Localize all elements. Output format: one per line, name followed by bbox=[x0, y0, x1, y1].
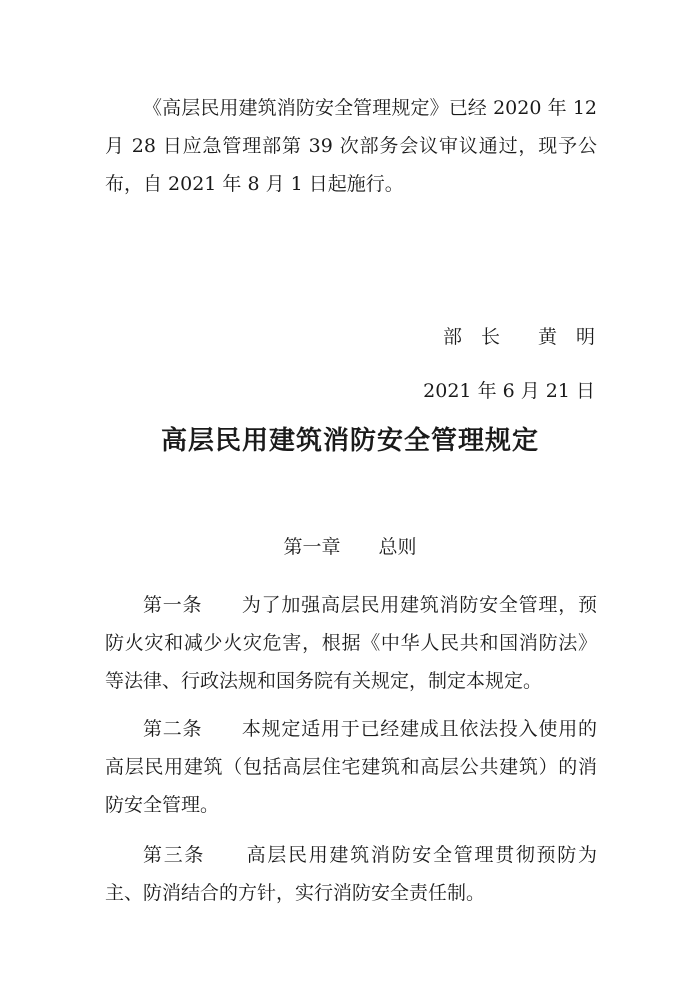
signature-title-line: 部 长 黄 明 bbox=[442, 326, 595, 348]
chapter-heading: 第一章 总则 bbox=[283, 536, 417, 558]
promulgation-paragraph: 《高层民用建筑消防安全管理规定》已经 2020 年 12 月 28 日应急管理部第 39 次部务会议审议通过，现予公布，自 2021 年 8 月 1 日起施行。 bbox=[105, 97, 597, 195]
article-3-text: 高层民用建筑消防安全管理贯彻预防为主、防消结合的方针，实行消防安全责任制。 bbox=[105, 844, 597, 904]
document-title: 高层民用建筑消防安全管理规定 bbox=[160, 426, 539, 456]
article-1-label: 第一条 bbox=[143, 594, 203, 616]
article-2-text: 本规定适用于已经建成且依法投入使用的高层民用建筑（包括高层住宅建筑和高层公共建筑）的消防安全管理。 bbox=[105, 718, 597, 816]
article-1 bbox=[105, 586, 597, 700]
article-1-text: 为了加强高层民用建筑消防安全管理，预防火灾和减少火灾危害，根据《中华人民共和国消防法》等法律、行政法规和国务院有关规定，制定本规定。 bbox=[105, 594, 597, 692]
article-2-label: 第二条 bbox=[143, 718, 203, 740]
article-2 bbox=[105, 710, 597, 824]
article-3 bbox=[105, 836, 597, 912]
article-3-label: 第三条 bbox=[143, 844, 206, 866]
signature-date: 2021 年 6 月 21 日 bbox=[423, 380, 595, 402]
